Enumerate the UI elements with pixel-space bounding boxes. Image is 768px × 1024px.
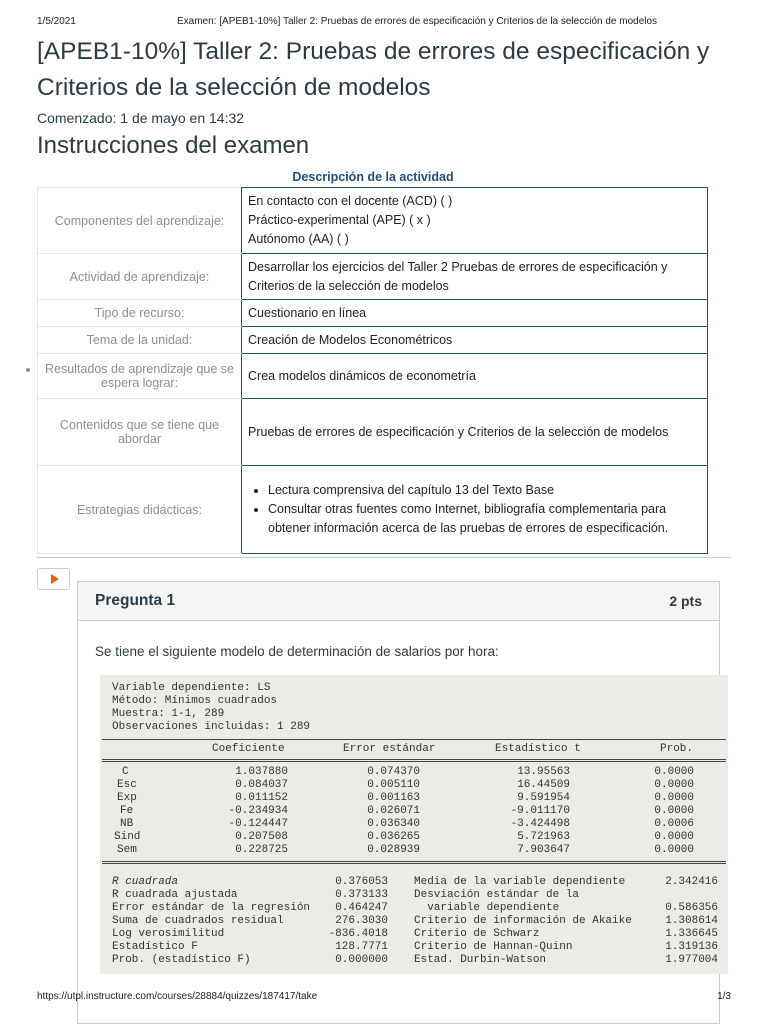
question-header (78, 582, 719, 621)
rule-line (102, 861, 726, 862)
meta-line: Muestra: 1-1, 289 (112, 708, 225, 720)
description-heading: Descripción de la actividad (292, 170, 454, 184)
row-label: Componentes del aprendizaje: (38, 188, 242, 254)
coef-row (100, 831, 728, 844)
row-coef: -0.124447 (228, 818, 288, 830)
stat-label: R cuadrada ajustada (112, 889, 238, 901)
meta-line: Observaciones incluidas: 1 289 (112, 721, 311, 733)
flag-icon (51, 574, 59, 584)
stat-label: Criterio de Schwarz (414, 928, 540, 940)
stats-row (100, 915, 728, 928)
row-se: 0.026071 (367, 805, 420, 817)
list-item: • Lectura comprensiva del capítulo 13 del Texto Base (268, 481, 707, 500)
row-value (242, 466, 708, 554)
stat-label: Prob. (estadístico F) (112, 954, 251, 966)
regression-meta (112, 682, 310, 734)
row-prob: 0.0000 (654, 805, 694, 817)
row-t: 16.44509 (517, 779, 570, 791)
meta-line: Método: Mínimos cuadrados (112, 695, 278, 707)
started-timestamp: Comenzado: 1 de mayo en 14:32 (37, 110, 245, 126)
stat-label: Estadístico F (112, 941, 198, 953)
print-url: https://utpl.instructure.com/courses/28884/quizzes/187417/take (37, 991, 318, 1002)
table-row (38, 466, 708, 554)
row-coef: 0.084037 (235, 779, 288, 791)
header-coef: Coeficiente (212, 743, 285, 755)
row-value: Desarrollar los ejercicios del Taller 2 Pruebas de errores de especificación y Criterios de la selección de modelos (242, 254, 708, 300)
stat-label: Estad. Durbin-Watson (414, 954, 547, 966)
stat-value: 0.464247 (335, 902, 388, 914)
header-prob: Prob. (660, 743, 694, 755)
row-se: 0.074370 (367, 766, 420, 778)
stat-value: 1.319136 (665, 941, 718, 953)
coef-row (100, 792, 728, 805)
row-value: Pruebas de errores de especificación y Criterios de la selección de modelos (242, 399, 708, 466)
stat-label: Criterio de Hannan-Quinn (414, 941, 573, 953)
stats-row (100, 902, 728, 915)
rule-line (102, 759, 726, 760)
row-t: 13.95563 (517, 766, 570, 778)
row-coef: 0.207508 (235, 831, 288, 843)
row-var: Fe (120, 805, 134, 817)
stat-value: 1.977004 (665, 954, 718, 966)
row-label: Contenidos que se tiene que abordar (38, 399, 242, 466)
question-name: Pregunta 1 (95, 592, 176, 609)
activity-table (37, 187, 708, 554)
stat-value: 1.308614 (665, 915, 718, 927)
rule-line (102, 739, 726, 740)
question-points: 2 pts (669, 593, 702, 609)
stat-value: 276.3030 (335, 915, 388, 927)
table-row (38, 300, 708, 327)
row-prob: 0.0000 (654, 792, 694, 804)
row-se: 0.005110 (367, 779, 420, 791)
stat-label: Media de la variable dependiente (414, 876, 626, 888)
row-label-item: • Resultados de aprendizaje que se espera lograr: (40, 362, 239, 390)
meta-line: Variable dependiente: LS (112, 682, 271, 694)
coef-row (100, 766, 728, 779)
row-t: -9.011170 (510, 805, 570, 817)
coef-row (100, 818, 728, 831)
row-label-list (40, 362, 239, 390)
row-coef: 1.037880 (235, 766, 288, 778)
stat-value: 0.000000 (335, 954, 388, 966)
stat-label: Suma de cuadrados residual (112, 915, 284, 927)
stat-value: 2.342416 (665, 876, 718, 888)
stat-label: Log verosimilitud (112, 928, 225, 940)
row-var: Esc (117, 779, 137, 791)
row-t: 5.721963 (517, 831, 570, 843)
table-row (38, 327, 708, 354)
row-se: 0.001163 (367, 792, 420, 804)
row-label: Tipo de recurso: (38, 300, 242, 327)
row-var: Sind (114, 831, 141, 843)
stats-row (100, 889, 728, 902)
coef-row (100, 844, 728, 857)
question-text: Se tiene el siguiente modelo de determinación de salarios por hora: (95, 644, 499, 659)
coef-row (100, 779, 728, 792)
row-value (242, 188, 708, 254)
stat-value: 128.7771 (335, 941, 388, 953)
row-coef: 0.011152 (235, 792, 288, 804)
table-row (38, 188, 708, 254)
row-var: Sem (117, 844, 137, 856)
row-prob: 0.0006 (654, 818, 694, 830)
table-row (38, 399, 708, 466)
stats-row (100, 941, 728, 954)
coef-row (100, 805, 728, 818)
row-var: C (122, 766, 129, 778)
row-t: 7.903647 (517, 844, 570, 856)
row-coef: 0.228725 (235, 844, 288, 856)
print-page-number: 1/3 (717, 991, 731, 1002)
print-doc-title: Examen: [APEB1-10%] Taller 2: Pruebas de errores de especificación y Criterios de la selección de modelos (177, 16, 658, 27)
row-se: 0.028939 (367, 844, 420, 856)
row-var: NB (120, 818, 134, 830)
row-t: 9.591954 (517, 792, 570, 804)
row-prob: 0.0000 (654, 766, 694, 778)
stat-label: variable dependiente (414, 902, 560, 914)
print-footer (37, 991, 731, 1005)
header-t: Estadístico t (495, 743, 581, 755)
rule-line (102, 761, 726, 762)
row-label: Tema de la unidad: (38, 327, 242, 354)
divider (37, 557, 731, 558)
stats-row (100, 928, 728, 941)
stat-value: 0.586356 (665, 902, 718, 914)
list-item: • Consultar otras fuentes como Internet, bibliografía complementaria para obtener información acerca de las pruebas de errores de especificación. (268, 500, 707, 538)
value-line: Autónomo (AA) ( ) (248, 232, 349, 246)
stat-value: -836.4018 (328, 928, 388, 940)
quiz-title: [APEB1-10%] Taller 2: Pruebas de errores de especificación y Criterios de la selección de modelos (37, 38, 710, 101)
row-coef: -0.234934 (228, 805, 288, 817)
flag-question-button[interactable] (37, 568, 70, 590)
row-label: Actividad de aprendizaje: (38, 254, 242, 300)
row-label (38, 354, 242, 399)
stats-row (100, 876, 728, 889)
stat-value: 0.373133 (335, 889, 388, 901)
regression-output-image (100, 675, 728, 974)
row-value: Crea modelos dinámicos de econometría (242, 354, 708, 399)
value-line: Práctico-experimental (APE) ( x ) (248, 213, 431, 227)
rule-line (102, 863, 726, 864)
stat-label: Criterio de información de Akaike (414, 915, 632, 927)
row-value: Cuestionario en línea (242, 300, 708, 327)
row-se: 0.036265 (367, 831, 420, 843)
row-label: Estrategias didácticas: (38, 466, 242, 554)
row-se: 0.036340 (367, 818, 420, 830)
value-line: En contacto con el docente (ACD) ( ) (248, 194, 453, 208)
stat-value: 1.336645 (665, 928, 718, 940)
strategies-list (248, 481, 707, 538)
stat-label: R cuadrada (112, 876, 179, 888)
print-date: 1/5/2021 (37, 16, 76, 27)
stat-value: 0.376053 (335, 876, 388, 888)
row-value: Creación de Modelos Econométricos (242, 327, 708, 354)
instructions-heading: Instrucciones del examen (37, 132, 310, 159)
coef-header-row (100, 743, 728, 757)
row-var: Exp (117, 792, 137, 804)
table-row (38, 354, 708, 399)
row-prob: 0.0000 (654, 831, 694, 843)
row-t: -3.424498 (510, 818, 570, 830)
row-prob: 0.0000 (654, 779, 694, 791)
stat-label: Desviación estándar de la (414, 889, 580, 901)
print-header (37, 16, 731, 30)
stat-label: Error estándar de la regresión (112, 902, 311, 914)
header-se: Error estándar (343, 743, 436, 755)
table-row (38, 254, 708, 300)
stats-row (100, 954, 728, 967)
row-prob: 0.0000 (654, 844, 694, 856)
